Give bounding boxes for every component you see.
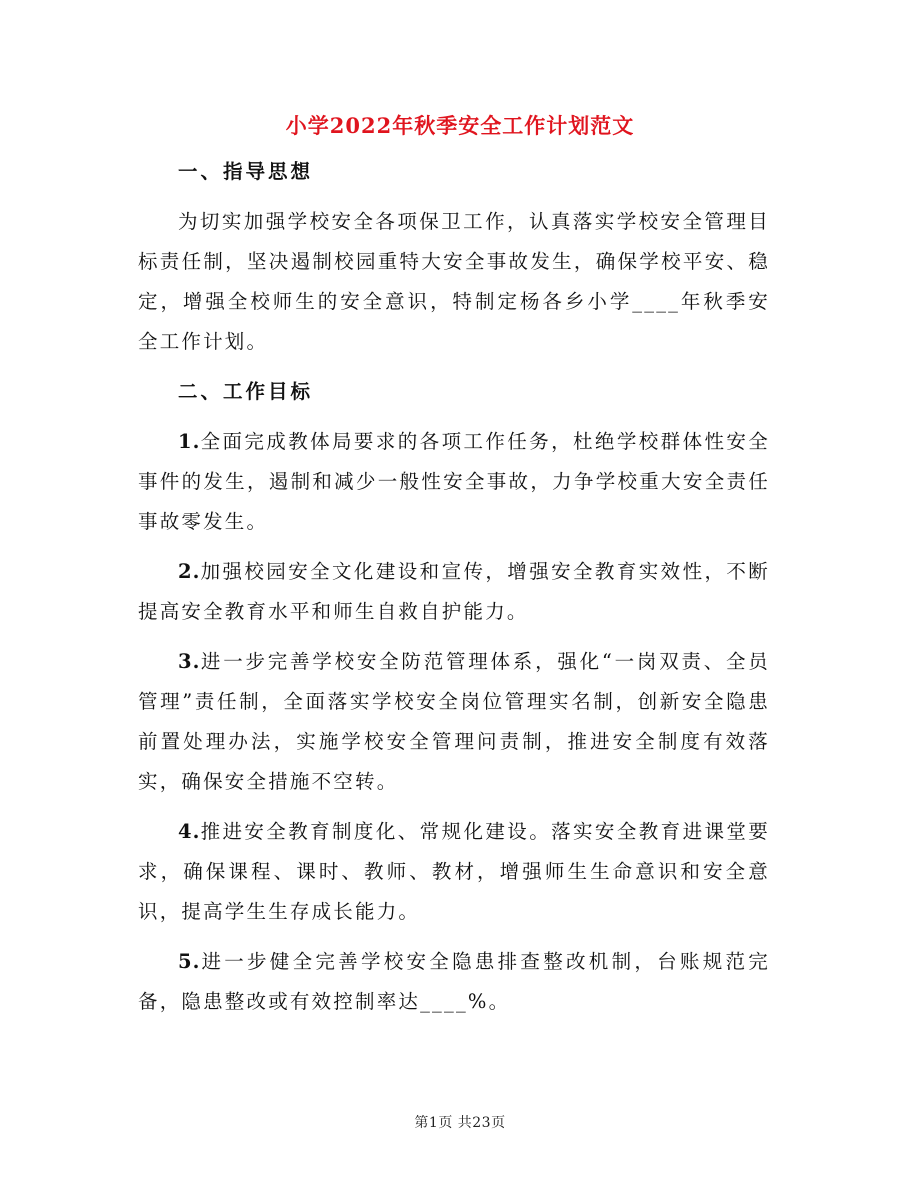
goal-number: 4. [178, 820, 201, 843]
goal-text: 加强校园安全文化建设和宣传，增强安全教育实效性，不断提高安全教育水平和师生自救自护能力。 [138, 560, 770, 623]
goal-item-3 [138, 642, 770, 802]
goal-text: 推进安全教育制度化、常规化建设。落实安全教育进课堂要求，确保课程、课时、教师、教材，增强师生生命意识和安全意识，提高学生生存成长能力。 [138, 820, 770, 923]
goal-item-2 [138, 552, 770, 632]
section-heading-work-goals: 二、工作目标 [178, 380, 314, 403]
goal-text: 进一步健全完善学校安全隐患排查整改机制，台账规范完备，隐患整改或有效控制率达____%。 [138, 950, 770, 1013]
page-number-footer: 第1页 共23页 [414, 1115, 506, 1131]
section-heading-guiding-thought: 一、指导思想 [178, 160, 314, 183]
paragraph-guiding-thought: 为切实加强学校安全各项保卫工作，认真落实学校安全管理目标责任制，坚决遏制校园重特大安全事故发生，确保学校平安、稳定，增强全校师生的安全意识，特制定杨各乡小学____年秋季安全工作计划。 [138, 210, 770, 353]
goal-number: 3. [178, 650, 201, 673]
goal-number: 5. [178, 950, 201, 973]
goal-text: 进一步完善学校安全防范管理体系，强化“一岗双责、全员管理”责任制，全面落实学校安全岗位管理实名制，创新安全隐患前置处理办法，实施学校安全管理问责制，推进安全制度有效落实，确保安全措施不空转。 [138, 650, 770, 793]
goal-item-4 [138, 812, 770, 932]
goal-text: 全面完成教体局要求的各项工作任务，杜绝学校群体性安全事件的发生，遏制和减少一般性安全事故，力争学校重大安全责任事故零发生。 [138, 430, 770, 533]
document-body [138, 152, 770, 1022]
goal-number: 2. [178, 560, 201, 583]
goal-item-5 [138, 942, 770, 1022]
goal-number: 1. [178, 430, 201, 453]
document-title: 小学2022年秋季安全工作计划范文 [285, 113, 635, 138]
goal-item-1 [138, 422, 770, 542]
